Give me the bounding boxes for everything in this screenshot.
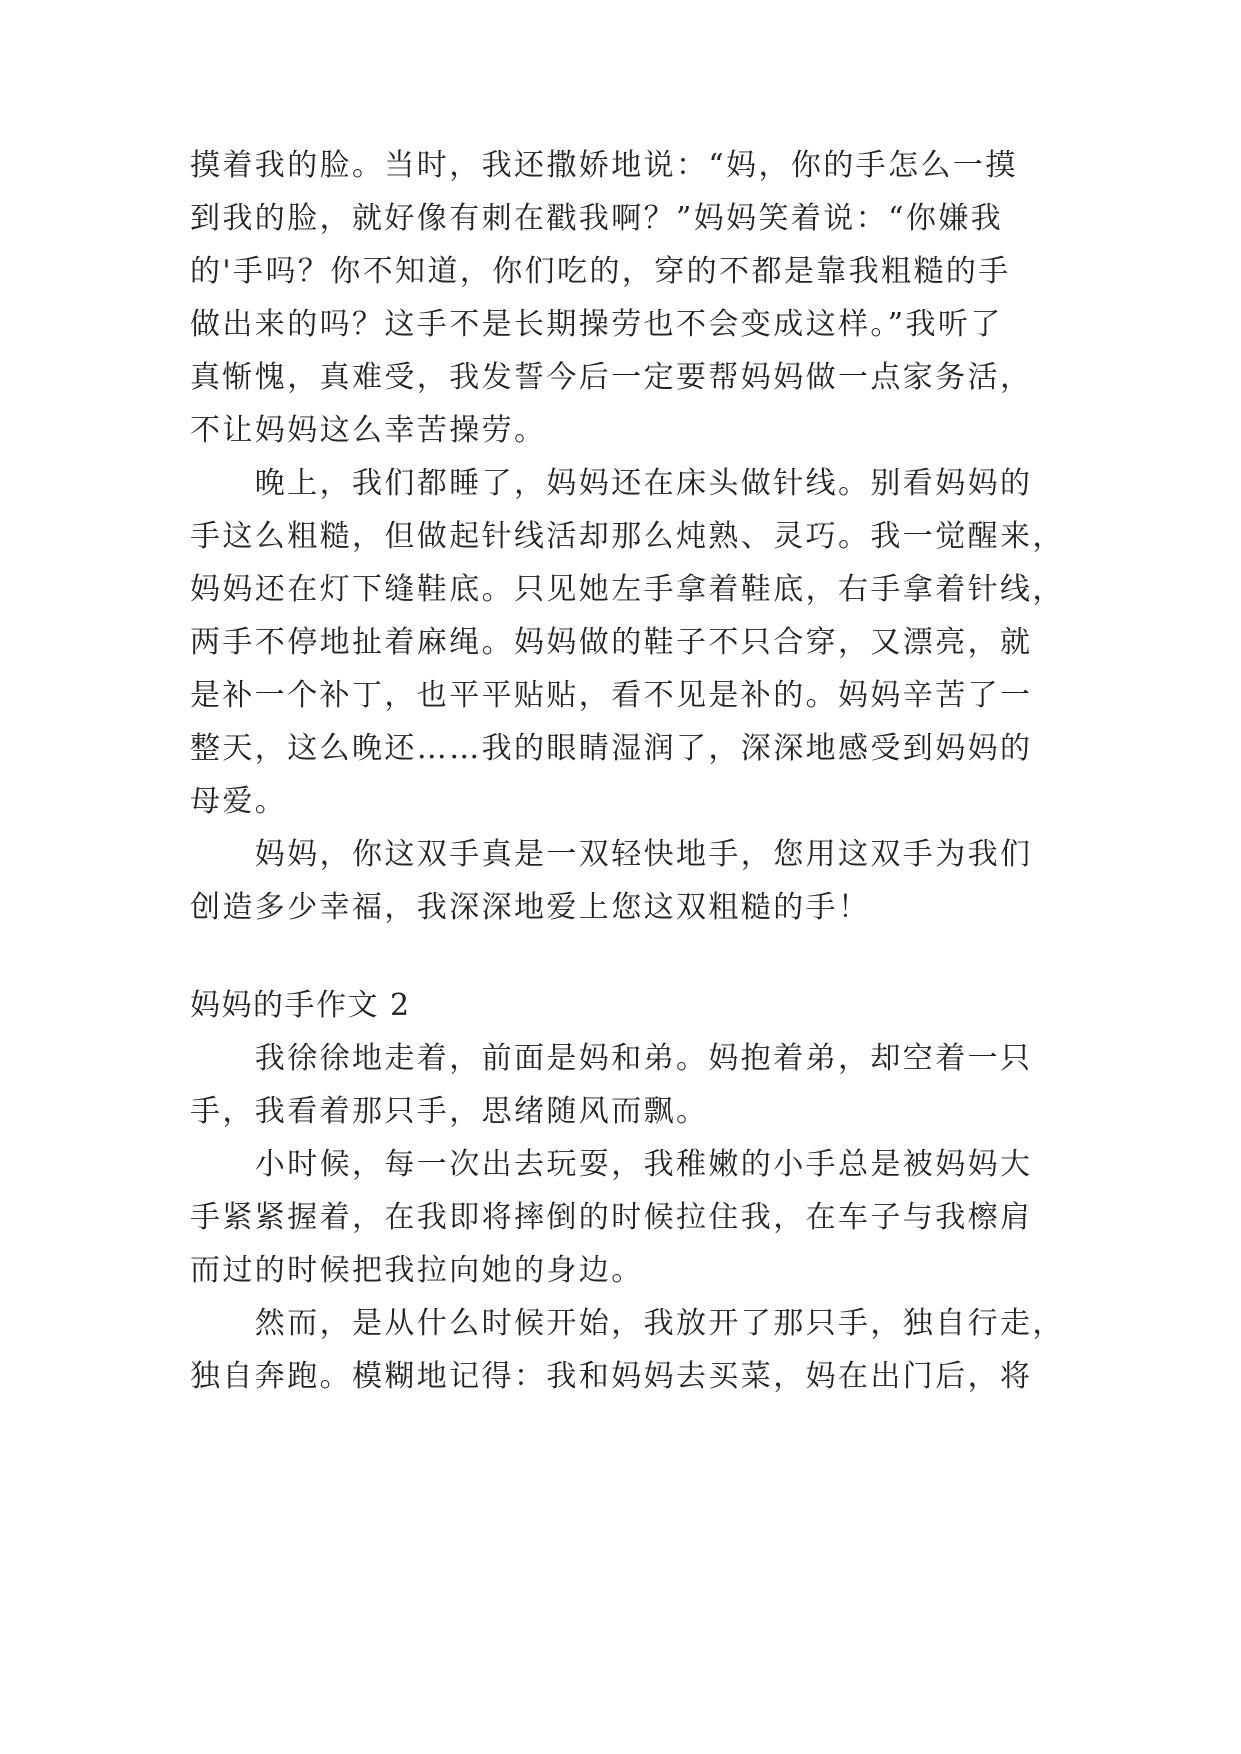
- text-line: 手，我看着那只手，思绪随风而飘。: [190, 1094, 709, 1129]
- text-line: 妈妈还在灯下缝鞋底。只见她左手拿着鞋底，右手拿着针线，: [190, 572, 1065, 607]
- text-line: 的'手吗？你不知道，你们吃的，穿的不都是靠我粗糙的手: [190, 254, 1011, 289]
- text-line: 然而，是从什么时候开始，我放开了那只手，独自行走，: [190, 1306, 1065, 1341]
- text-line: 而过的时候把我拉向她的身边。: [190, 1253, 644, 1288]
- text-line: 整天，这么晚还……我的眼睛湿润了，深深地感受到妈妈的: [190, 731, 1033, 766]
- text-line: 不让妈妈这么幸苦操劳。: [190, 413, 547, 448]
- text-line: 到我的脸，就好像有刺在戳我啊？”妈妈笑着说：“你嫌我: [190, 201, 1004, 236]
- section-title: 妈妈的手作文 2: [190, 988, 411, 1023]
- text-line: 独自奔跑。模糊地记得：我和妈妈去买菜，妈在出门后，将: [190, 1359, 1033, 1394]
- text-line: 摸着我的脸。当时，我还撒娇地说：“妈，你的手怎么一摸: [190, 148, 1018, 183]
- text-line: 手这么粗糙，但做起针线活却那么炖熟、灵巧。我一觉醒来，: [190, 519, 1065, 554]
- text-line: 手紧紧握着，在我即将摔倒的时候拉住我，在车子与我檫肩: [190, 1200, 1033, 1235]
- text-line: 创造多少幸福，我深深地爱上您这双粗糙的手！: [190, 890, 871, 925]
- text-line: 母爱。: [190, 784, 288, 819]
- text-line: 两手不停地扯着麻绳。妈妈做的鞋子不只合穿，又漂亮，就: [190, 625, 1033, 660]
- text-line: 小时候，每一次出去玩耍，我稚嫩的小手总是被妈妈大: [190, 1147, 1033, 1182]
- text-line: 晚上，我们都睡了，妈妈还在床头做针线。别看妈妈的: [190, 466, 1033, 501]
- text-line: 我徐徐地走着，前面是妈和弟。妈抱着弟，却空着一只: [190, 1041, 1033, 1076]
- text-line: 妈妈，你这双手真是一双轻快地手，您用这双手为我们: [190, 837, 1033, 872]
- text-line: 真惭愧，真难受，我发誓今后一定要帮妈妈做一点家务活，: [190, 360, 1033, 395]
- text-line: 是补一个补丁，也平平贴贴，看不见是补的。妈妈辛苦了一: [190, 678, 1033, 713]
- text-line: 做出来的吗？这手不是长期操劳也不会变成这样。”我听了: [190, 307, 1003, 342]
